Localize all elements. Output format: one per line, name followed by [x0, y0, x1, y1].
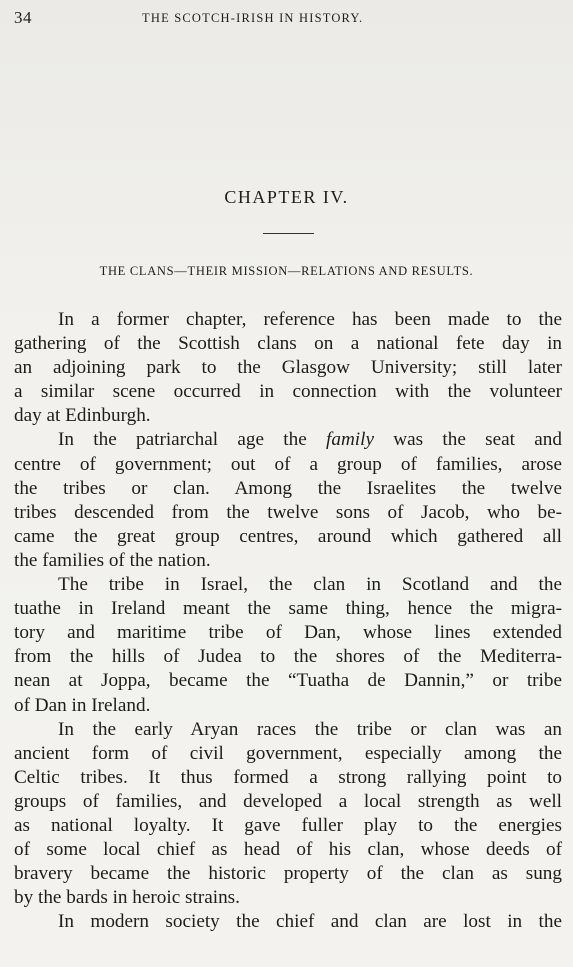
text-line: bravery became the historic property of the clan as sung [14, 863, 562, 885]
text-line: In a former chapter, reference has been made to the [58, 309, 562, 330]
chapter-divider [263, 233, 314, 234]
text-line: centre of government; out of a group of families, arose [14, 453, 562, 475]
text-line: by the bards in heroic strains. [14, 887, 240, 909]
text-line: tuathe in Ireland meant the same thing, hence the migra- [14, 598, 562, 620]
text-line: day at Edinburgh. [14, 405, 151, 427]
text-line: gathering of the Scottish clans on a national fete day in [14, 333, 562, 355]
text-line: of some local chief as head of his clan, whose deeds of [14, 839, 562, 861]
text-line: tribes descended from the twelve sons of Jacob, who be- [14, 501, 562, 523]
chapter-title: CHAPTER IV. [224, 187, 349, 207]
text-line: ancient form of civil government, especially among the [14, 742, 562, 764]
text-line: of Dan in Ireland. [14, 694, 151, 716]
chapter-subtitle: THE CLANS—THEIR MISSION—RELATIONS AND RESULTS. [99, 264, 474, 278]
text-line: the tribes or clan. Among the Israelites the twelve [14, 477, 562, 499]
text-line: In the early Aryan races the tribe or clan was an [58, 718, 562, 740]
text-line: as national loyalty. It gave fuller play to the energies [14, 814, 562, 836]
text-line: tory and maritime tribe of Dan, whose lines extended [14, 622, 562, 644]
text-line: nean at Joppa, became the “Tuatha de Dannin,” or tribe [14, 670, 562, 692]
text-line: Celtic tribes. It thus formed a strong rallying point to [14, 766, 562, 788]
text-segment: was the seat and [393, 429, 562, 451]
text-line: an adjoining park to the Glasgow University; still later [14, 357, 562, 379]
text-line: the families of the nation. [14, 549, 211, 571]
text-line: a similar scene occurred in connection with the volunteer [14, 381, 562, 403]
running-title: THE SCOTCH-IRISH IN HISTORY. [142, 11, 364, 25]
text-line: The tribe in Israel, the clan in Scotland and the [58, 574, 562, 596]
page-number: 34 [14, 8, 32, 27]
text-line: groups of families, and developed a local strength as well [14, 790, 562, 812]
body-text [14, 308, 562, 934]
text-segment: In the patriarchal age the [58, 429, 307, 451]
text-line: came the great group centres, around which gathered all [14, 525, 562, 547]
text-line: from the hills of Judea to the shores of the Mediterra- [14, 646, 562, 668]
emphasized-word: family [326, 429, 374, 451]
text-line-with-emphasis [14, 428, 562, 452]
running-head [14, 8, 561, 28]
text-line: In modern society the chief and clan are lost in the [58, 911, 562, 933]
